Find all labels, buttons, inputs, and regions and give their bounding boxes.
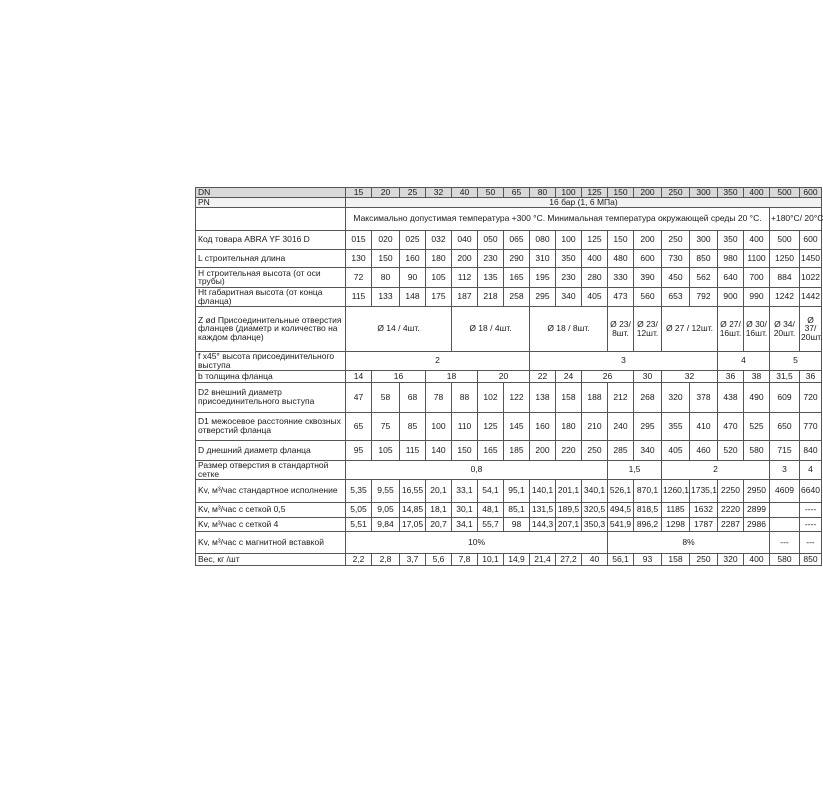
- table-cell: 600: [634, 249, 662, 267]
- table-cell: 50: [478, 188, 504, 198]
- table-cell: 218: [478, 287, 504, 306]
- table-cell: Ø 14 / 4шт.: [346, 306, 452, 351]
- table-cell: 125: [582, 230, 608, 249]
- table-cell: 230: [556, 267, 582, 287]
- table-cell: 95,1: [504, 479, 530, 502]
- table-row: [196, 230, 822, 249]
- table-cell: 320: [718, 553, 744, 565]
- table-cell: 240: [608, 412, 634, 440]
- table-cell: 320,5: [582, 502, 608, 517]
- table-cell: 188: [582, 382, 608, 412]
- table-cell: 290: [504, 249, 530, 267]
- table-cell: 1250: [770, 249, 800, 267]
- table-cell: 4609: [770, 479, 800, 502]
- table-cell: 68: [400, 382, 426, 412]
- table-cell: 165: [504, 267, 530, 287]
- table-cell: 56,1: [608, 553, 634, 565]
- table-cell: 400: [744, 553, 770, 565]
- table-cell: 5,51: [346, 517, 372, 531]
- table-cell: Ø 30/ 16шт.: [744, 306, 770, 351]
- table-cell: 20: [478, 370, 530, 382]
- row-label: Код товара ABRA YF 3016 D: [196, 230, 346, 249]
- table-cell: 9,55: [372, 479, 400, 502]
- table-cell: 140: [426, 440, 452, 460]
- row-label: [196, 207, 346, 230]
- table-cell: 300: [690, 230, 718, 249]
- table-row: [196, 351, 822, 370]
- table-cell: ---: [800, 531, 822, 553]
- table-cell: 980: [718, 249, 744, 267]
- table-cell: 58: [372, 382, 400, 412]
- table-cell: 32: [426, 188, 452, 198]
- table-cell: 470: [718, 412, 744, 440]
- table-cell: 1,5: [608, 460, 662, 479]
- table-cell: 870,1: [634, 479, 662, 502]
- table-cell: 201,1: [556, 479, 582, 502]
- table-row: [196, 249, 822, 267]
- table-cell: 990: [744, 287, 770, 306]
- table-cell: 350: [556, 249, 582, 267]
- table-cell: 1260,1: [662, 479, 690, 502]
- table-cell: ----: [800, 517, 822, 531]
- table-cell: 10,1: [478, 553, 504, 565]
- table-cell: 80: [372, 267, 400, 287]
- table-cell: 250: [582, 440, 608, 460]
- table-cell: 105: [372, 440, 400, 460]
- table-cell: 896,2: [634, 517, 662, 531]
- table-cell: 1100: [744, 249, 770, 267]
- table-cell: 5,6: [426, 553, 452, 565]
- table-cell: 3: [530, 351, 718, 370]
- table-cell: 850: [690, 249, 718, 267]
- table-cell: 207,1: [556, 517, 582, 531]
- table-cell: 133: [372, 287, 400, 306]
- table-cell: 580: [744, 440, 770, 460]
- table-cell: 040: [452, 230, 478, 249]
- table-cell: 2986: [744, 517, 770, 531]
- table-cell: 490: [744, 382, 770, 412]
- table-cell: 792: [690, 287, 718, 306]
- table-cell: 541,9: [608, 517, 634, 531]
- table-cell: 280: [582, 267, 608, 287]
- table-cell: 230: [478, 249, 504, 267]
- table-row: [196, 553, 822, 565]
- table-cell: 85: [400, 412, 426, 440]
- table-cell: 250: [662, 230, 690, 249]
- table-cell: 2950: [744, 479, 770, 502]
- table-cell: 320: [662, 382, 690, 412]
- table-cell: 653: [662, 287, 690, 306]
- row-label: Kv, м³/час с магнитной вставкой: [196, 531, 346, 553]
- table-cell: 5,35: [346, 479, 372, 502]
- table-cell: 18: [426, 370, 478, 382]
- table-cell: 200: [634, 188, 662, 198]
- table-cell: 65: [504, 188, 530, 198]
- row-label: DN: [196, 188, 346, 198]
- table-cell: 160: [530, 412, 556, 440]
- table-cell: 158: [556, 382, 582, 412]
- table-cell: 1632: [690, 502, 718, 517]
- table-cell: 032: [426, 230, 452, 249]
- table-row: [196, 502, 822, 517]
- row-label: L строительная длина: [196, 249, 346, 267]
- table-cell: 36: [718, 370, 744, 382]
- table-cell: 115: [400, 440, 426, 460]
- table-cell: 258: [504, 287, 530, 306]
- table-cell: 250: [662, 188, 690, 198]
- table-cell: Ø 23/ 8шт.: [608, 306, 634, 351]
- table-cell: 525: [744, 412, 770, 440]
- table-cell: 600: [800, 188, 822, 198]
- table-cell: 818,5: [634, 502, 662, 517]
- row-label: D2 внешний диаметр присоединительного выступа: [196, 382, 346, 412]
- table-cell: 715: [770, 440, 800, 460]
- table-cell: 180: [426, 249, 452, 267]
- table-cell: 2,8: [372, 553, 400, 565]
- table-cell: 130: [346, 249, 372, 267]
- table-cell: 0,8: [346, 460, 608, 479]
- table-cell: Ø 18 / 4шт.: [452, 306, 530, 351]
- table-cell: 16: [372, 370, 426, 382]
- table-cell: 138: [530, 382, 556, 412]
- table-cell: 90: [400, 267, 426, 287]
- table-cell: 884: [770, 267, 800, 287]
- table-cell: 400: [744, 188, 770, 198]
- table-cell: 131,5: [530, 502, 556, 517]
- table-cell: 14,85: [400, 502, 426, 517]
- table-cell: 268: [634, 382, 662, 412]
- table-cell: 38: [744, 370, 770, 382]
- table-cell: 30,1: [452, 502, 478, 517]
- table-cell: 40: [582, 553, 608, 565]
- table-cell: 640: [718, 267, 744, 287]
- table-cell: 148: [400, 287, 426, 306]
- table-cell: 405: [662, 440, 690, 460]
- table-cell: 473: [608, 287, 634, 306]
- row-label: Z ød Присоединительные отверстия фланцев (диаметр и количество на каждом фланце): [196, 306, 346, 351]
- table-cell: 34,1: [452, 517, 478, 531]
- table-cell: 88: [452, 382, 478, 412]
- table-cell: 730: [662, 249, 690, 267]
- table-row: [196, 440, 822, 460]
- table-cell: 494,5: [608, 502, 634, 517]
- table-cell: 4: [718, 351, 770, 370]
- table-cell: 650: [770, 412, 800, 440]
- table-cell: 438: [718, 382, 744, 412]
- table-cell: 40: [452, 188, 478, 198]
- specifications-table-body: [196, 188, 822, 566]
- table-cell: 18,1: [426, 502, 452, 517]
- table-cell: Ø 27 / 12шт.: [662, 306, 718, 351]
- table-cell: 850: [800, 553, 822, 565]
- table-row: [196, 382, 822, 412]
- table-cell: 15: [346, 188, 372, 198]
- table-cell: 55,7: [478, 517, 504, 531]
- table-cell: 48,1: [478, 502, 504, 517]
- table-cell: 1787: [690, 517, 718, 531]
- table-cell: 93: [634, 553, 662, 565]
- table-cell: 1022: [800, 267, 822, 287]
- table-cell: 5: [770, 351, 822, 370]
- table-cell: 080: [530, 230, 556, 249]
- table-cell: 110: [452, 412, 478, 440]
- table-cell: 72: [346, 267, 372, 287]
- table-cell: 295: [634, 412, 662, 440]
- table-cell: 10%: [346, 531, 608, 553]
- table-cell: 175: [426, 287, 452, 306]
- table-cell: Ø 34/ 20шт.: [770, 306, 800, 351]
- table-cell: 2287: [718, 517, 744, 531]
- row-label: PN: [196, 197, 346, 207]
- table-cell: 105: [426, 267, 452, 287]
- table-cell: 100: [556, 188, 582, 198]
- table-cell: 200: [452, 249, 478, 267]
- table-cell: 1185: [662, 502, 690, 517]
- table-cell: 140,1: [530, 479, 556, 502]
- table-cell: 27,2: [556, 553, 582, 565]
- table-cell: 9,84: [372, 517, 400, 531]
- row-label: Kv, м³/час с сеткой 4: [196, 517, 346, 531]
- table-cell: 112: [452, 267, 478, 287]
- table-cell: 21,4: [530, 553, 556, 565]
- table-row: [196, 197, 822, 207]
- table-cell: 526,1: [608, 479, 634, 502]
- table-cell: 340: [634, 440, 662, 460]
- table-cell: 2: [662, 460, 770, 479]
- table-cell: 20: [372, 188, 400, 198]
- table-cell: 187: [452, 287, 478, 306]
- table-cell: 16 бар (1, 6 МПа): [346, 197, 822, 207]
- table-cell: 1450: [800, 249, 822, 267]
- table-cell: 400: [582, 249, 608, 267]
- row-label: D1 межосевое расстояние сквозных отверстий фланца: [196, 412, 346, 440]
- row-label: Размер отверстия в стандартной сетке: [196, 460, 346, 479]
- table-cell: 600: [800, 230, 822, 249]
- table-cell: 145: [504, 412, 530, 440]
- row-label: H строительная высота (от оси трубы): [196, 267, 346, 287]
- table-cell: 500: [770, 230, 800, 249]
- table-cell: 47: [346, 382, 372, 412]
- table-row: [196, 517, 822, 531]
- table-cell: 95: [346, 440, 372, 460]
- table-cell: 165: [478, 440, 504, 460]
- table-cell: Ø 18 / 8шт.: [530, 306, 608, 351]
- table-cell: 500: [770, 188, 800, 198]
- table-cell: 2: [346, 351, 530, 370]
- table-cell: 700: [744, 267, 770, 287]
- table-cell: 3,7: [400, 553, 426, 565]
- table-cell: 1442: [800, 287, 822, 306]
- table-cell: 150: [608, 230, 634, 249]
- table-row: [196, 287, 822, 306]
- table-cell: 9,05: [372, 502, 400, 517]
- table-cell: ----: [800, 502, 822, 517]
- table-cell: 212: [608, 382, 634, 412]
- row-label: b толщина фланца: [196, 370, 346, 382]
- table-row: [196, 188, 822, 198]
- table-cell: 14: [346, 370, 372, 382]
- table-cell: 2899: [744, 502, 770, 517]
- table-cell: 150: [608, 188, 634, 198]
- table-row: [196, 479, 822, 502]
- table-cell: 200: [634, 230, 662, 249]
- table-cell: 2,2: [346, 553, 372, 565]
- table-cell: 122: [504, 382, 530, 412]
- table-cell: 2220: [718, 502, 744, 517]
- table-cell: 250: [690, 553, 718, 565]
- table-cell: 350: [718, 188, 744, 198]
- table-cell: 195: [530, 267, 556, 287]
- table-cell: 295: [530, 287, 556, 306]
- table-cell: 158: [662, 553, 690, 565]
- table-cell: 125: [582, 188, 608, 198]
- table-cell: 609: [770, 382, 800, 412]
- table-cell: 189,5: [556, 502, 582, 517]
- table-cell: 1298: [662, 517, 690, 531]
- table-row: [196, 267, 822, 287]
- table-cell: 050: [478, 230, 504, 249]
- table-cell: 3: [770, 460, 800, 479]
- table-cell: 185: [504, 440, 530, 460]
- table-cell: Ø 27/ 16шт.: [718, 306, 744, 351]
- table-cell: 6640: [800, 479, 822, 502]
- table-cell: 26: [582, 370, 634, 382]
- table-cell: 220: [556, 440, 582, 460]
- table-cell: 1242: [770, 287, 800, 306]
- table-cell: 25: [400, 188, 426, 198]
- table-cell: 115: [346, 287, 372, 306]
- table-cell: 16,55: [400, 479, 426, 502]
- table-cell: 80: [530, 188, 556, 198]
- table-cell: ---: [770, 531, 800, 553]
- table-cell: 480: [608, 249, 634, 267]
- table-cell: 150: [372, 249, 400, 267]
- table-cell: 33,1: [452, 479, 478, 502]
- table-cell: 4: [800, 460, 822, 479]
- table-row: [196, 460, 822, 479]
- table-cell: +180°С/ 20°С: [770, 207, 822, 230]
- specifications-table: [195, 187, 822, 566]
- table-cell: 405: [582, 287, 608, 306]
- row-label: D днешний диаметр фланца: [196, 440, 346, 460]
- table-row: [196, 412, 822, 440]
- table-cell: 75: [372, 412, 400, 440]
- table-cell: 350,3: [582, 517, 608, 531]
- row-label: Kv, м³/час с сеткой 0,5: [196, 502, 346, 517]
- table-cell: 065: [504, 230, 530, 249]
- row-label: f x45° высота присоединительного выступа: [196, 351, 346, 370]
- table-cell: 350: [718, 230, 744, 249]
- table-cell: 340: [556, 287, 582, 306]
- table-cell: 520: [718, 440, 744, 460]
- table-cell: 31,5: [770, 370, 800, 382]
- table-cell: 020: [372, 230, 400, 249]
- table-cell: 144,3: [530, 517, 556, 531]
- table-cell: 580: [770, 553, 800, 565]
- table-cell: 65: [346, 412, 372, 440]
- table-cell: 32: [662, 370, 718, 382]
- table-cell: 340,1: [582, 479, 608, 502]
- table-cell: 54,1: [478, 479, 504, 502]
- table-cell: 310: [530, 249, 556, 267]
- table-cell: 200: [530, 440, 556, 460]
- table-cell: 150: [452, 440, 478, 460]
- table-cell: 378: [690, 382, 718, 412]
- table-cell: 20,1: [426, 479, 452, 502]
- table-row: [196, 306, 822, 351]
- table-cell: 135: [478, 267, 504, 287]
- table-row: [196, 207, 822, 230]
- table-cell: 7,8: [452, 553, 478, 565]
- table-cell: 102: [478, 382, 504, 412]
- table-cell: 330: [608, 267, 634, 287]
- table-cell: 300: [690, 188, 718, 198]
- row-label: Ht габаритная высота (от конца фланца): [196, 287, 346, 306]
- table-cell: 20,7: [426, 517, 452, 531]
- row-label: Kv, м³/час стандартное исполнение: [196, 479, 346, 502]
- table-cell: [770, 517, 800, 531]
- table-cell: 770: [800, 412, 822, 440]
- table-cell: 562: [690, 267, 718, 287]
- table-cell: 900: [718, 287, 744, 306]
- table-cell: Максимально допустимая температура +300 °С. Минимальная температура окружающей среды 20 °С.: [346, 207, 770, 230]
- table-cell: 400: [744, 230, 770, 249]
- table-cell: 720: [800, 382, 822, 412]
- table-cell: 355: [662, 412, 690, 440]
- table-cell: 14,9: [504, 553, 530, 565]
- table-cell: Ø 23/ 12шт.: [634, 306, 662, 351]
- table-cell: Ø 37/ 20шт.: [800, 306, 822, 351]
- table-cell: [770, 502, 800, 517]
- table-cell: 210: [582, 412, 608, 440]
- table-cell: 78: [426, 382, 452, 412]
- table-cell: 460: [690, 440, 718, 460]
- table-cell: 840: [800, 440, 822, 460]
- row-label: Вес, кг /шт: [196, 553, 346, 565]
- table-cell: 1735,1: [690, 479, 718, 502]
- table-cell: 36: [800, 370, 822, 382]
- table-cell: 30: [634, 370, 662, 382]
- table-cell: 8%: [608, 531, 770, 553]
- table-row: [196, 370, 822, 382]
- table-cell: 410: [690, 412, 718, 440]
- table-cell: 100: [426, 412, 452, 440]
- table-cell: 160: [400, 249, 426, 267]
- table-cell: 85,1: [504, 502, 530, 517]
- table-cell: 24: [556, 370, 582, 382]
- table-cell: 560: [634, 287, 662, 306]
- table-cell: 285: [608, 440, 634, 460]
- table-cell: 025: [400, 230, 426, 249]
- table-cell: 125: [478, 412, 504, 440]
- table-cell: 98: [504, 517, 530, 531]
- table-cell: 5,05: [346, 502, 372, 517]
- table-cell: 22: [530, 370, 556, 382]
- table-cell: 390: [634, 267, 662, 287]
- table-cell: 2250: [718, 479, 744, 502]
- table-row: [196, 531, 822, 553]
- table-cell: 450: [662, 267, 690, 287]
- table-cell: 17,05: [400, 517, 426, 531]
- table-cell: 015: [346, 230, 372, 249]
- table-cell: 180: [556, 412, 582, 440]
- table-cell: 100: [556, 230, 582, 249]
